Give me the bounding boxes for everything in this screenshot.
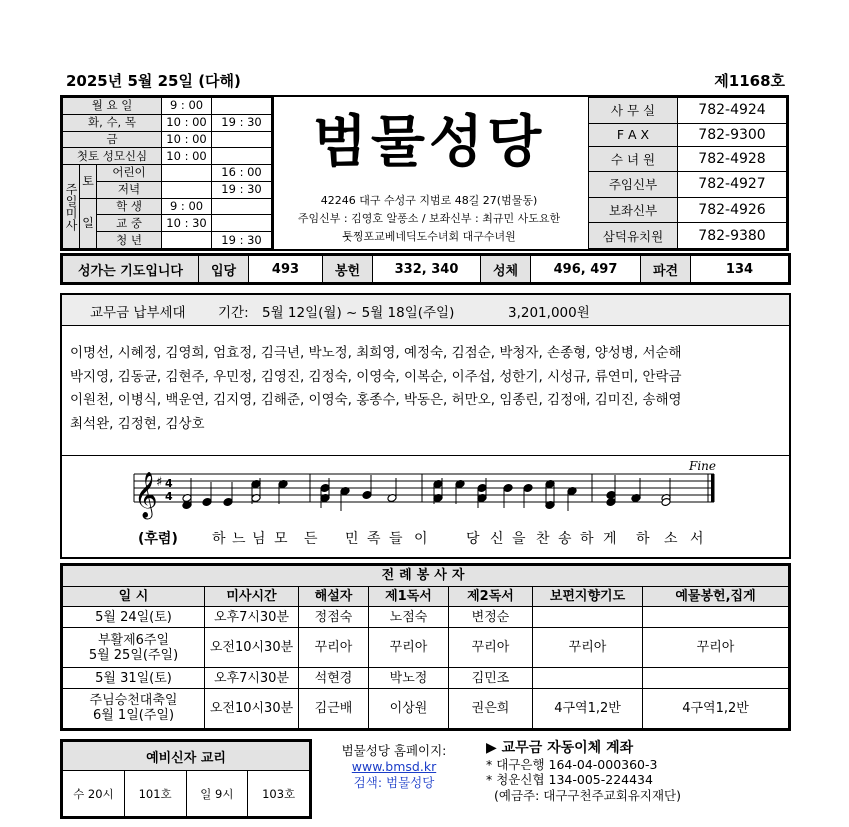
phone-label: F A X	[589, 123, 678, 146]
liturgy-header: 예물봉헌,집게	[643, 586, 789, 607]
liturgy-reader1: 박노정	[369, 668, 449, 689]
entry-hymn: 493	[249, 256, 323, 283]
homepage-label: 범물성당 홈페이지:	[341, 743, 447, 758]
homepage-search: 검색: 범물성당	[353, 775, 435, 790]
bank-transfer-info	[486, 741, 726, 803]
svg-text:4: 4	[165, 477, 173, 490]
liturgy-prayer	[533, 607, 643, 628]
phone-label: 주임신부	[589, 172, 678, 198]
offertory-label: 봉헌	[323, 256, 373, 283]
lyric-syllable: 들	[389, 531, 403, 547]
dismissal-hymn: 134	[691, 256, 789, 283]
communion-hymn: 496, 497	[531, 256, 641, 283]
entry-label: 입당	[199, 256, 249, 283]
donation-box	[60, 293, 791, 559]
liturgy-date-cell	[63, 688, 205, 728]
donor-line: 이명선, 시혜정, 김영희, 엄효정, 김극년, 박노정, 최희영, 예정숙, 김점순, 박청자, 손종형, 양성병, 서순해	[70, 345, 682, 361]
lyric-syllable: 신	[490, 531, 504, 547]
mass-label: 학 생	[97, 198, 162, 215]
mass-label: 교 중	[97, 215, 162, 232]
sunday-label: 일	[80, 198, 97, 248]
bank-holder: (예금주: 대구구천주교회유지재단)	[494, 787, 681, 803]
liturgy-prayer	[533, 668, 643, 689]
liturgy-commentator: 석현경	[299, 668, 369, 689]
mass-time: 10 : 30	[162, 215, 212, 232]
liturgy-row	[63, 668, 789, 689]
lyric-syllable: 소	[664, 531, 678, 547]
mass-label: 금	[63, 131, 162, 148]
service-date: 5월 25일(주일)	[88, 647, 179, 663]
liturgy-offering	[643, 668, 789, 689]
homepage-link[interactable]: www.bmsd.kr	[351, 759, 437, 774]
mass-time: 16 : 00	[212, 165, 272, 182]
mass-time: 19 : 30	[212, 114, 272, 131]
lyric-syllable: 든	[304, 531, 318, 547]
liturgy-caption: 전례봉사자	[63, 566, 789, 587]
donation-title: 교무금 납부세대	[90, 305, 186, 321]
mass-label: 월 요 일	[63, 98, 162, 115]
svg-text:♯: ♯	[156, 475, 163, 490]
lyric-syllable: 하	[580, 531, 594, 547]
lyric-syllable: 모	[274, 531, 288, 547]
liturgy-reader2: 꾸리아	[449, 628, 533, 668]
liturgy-offering: 꾸리아	[643, 628, 789, 668]
catechism-time: 수 20시	[63, 771, 125, 817]
liturgy-header: 해설자	[299, 586, 369, 607]
bank-title: 교무금 자동이체 계좌	[501, 740, 634, 756]
catechism-room: 101호	[124, 771, 186, 817]
dismissal-label: 파견	[641, 256, 691, 283]
service-date: 5월 24일(토)	[95, 609, 172, 625]
phone-number: 782-9380	[678, 223, 787, 249]
liturgy-prayer: 꾸리아	[533, 628, 643, 668]
service-date: 6월 1일(주일)	[92, 708, 175, 724]
lyric-syllable: 족	[367, 531, 381, 547]
liturgy-reader1: 노점숙	[369, 607, 449, 628]
liturgy-time: 오후7시30분	[205, 668, 299, 689]
mass-time: 10 : 00	[162, 131, 212, 148]
phone-label: 삼덕유치원	[589, 223, 678, 249]
feast-name: 주님승천대축일	[89, 693, 178, 709]
lyric-syllable: 게	[603, 531, 617, 547]
donor-line: 이원천, 이병식, 백운연, 김지영, 김해준, 이영숙, 홍종수, 박동은, 허만오, 임종린, 김정애, 김미진, 송해영	[70, 392, 682, 408]
liturgy-header: 보편지향기도	[533, 586, 643, 607]
hymn-caption: 성가는 기도입니다	[63, 256, 199, 283]
phone-directory	[588, 95, 789, 251]
liturgy-time: 오전10시30분	[205, 628, 299, 668]
phone-number: 782-9300	[678, 123, 787, 146]
mass-time: 19 : 30	[212, 181, 272, 198]
issue-number: 제1168호	[714, 72, 785, 90]
mass-time: 9 : 00	[162, 198, 212, 215]
hymn-list	[60, 253, 791, 285]
bullet-icon: *	[486, 756, 493, 772]
mass-label: 저녁	[97, 181, 162, 198]
offertory-hymn: 332, 340	[373, 256, 481, 283]
liturgy-reader1: 이상원	[369, 688, 449, 728]
communion-label: 성체	[481, 256, 531, 283]
donation-header	[62, 295, 789, 326]
liturgy-reader2: 변정순	[449, 607, 533, 628]
music-score	[62, 455, 789, 558]
donor-names	[70, 342, 779, 436]
liturgy-date-cell	[63, 628, 205, 668]
donation-period-label: 기간:	[218, 305, 249, 321]
church-address: 42246 대구 수성구 지범로 48길 27(범물동)	[320, 194, 538, 207]
donor-line: 박지영, 김동균, 김현주, 우민정, 김영진, 김정숙, 이영숙, 이복순, 이주섭, 성한기, 시성규, 류연미, 안락금	[70, 368, 682, 385]
liturgy-commentator: 김근배	[299, 688, 369, 728]
liturgy-header: 미사시간	[205, 586, 299, 607]
liturgy-prayer: 4구역1,2반	[533, 688, 643, 728]
phone-label: 사 무 실	[589, 98, 678, 124]
phone-label: 수 녀 원	[589, 146, 678, 172]
liturgy-row	[63, 688, 789, 728]
svg-text:𝄞: 𝄞	[134, 472, 158, 518]
phone-number: 782-4928	[678, 146, 787, 172]
liturgy-reader1: 꾸리아	[369, 628, 449, 668]
liturgy-servers-table	[60, 563, 791, 731]
liturgy-row	[63, 628, 789, 668]
liturgy-offering: 4구역1,2반	[643, 688, 789, 728]
mass-time: 10 : 00	[162, 148, 212, 165]
mass-time: 9 : 00	[162, 98, 212, 115]
bullet-icon: *	[486, 772, 493, 787]
church-priests: 주임신부 : 김영호 알퐁소 / 보좌신부 : 최규민 사도요한	[297, 212, 561, 225]
play-arrow-icon: ▶	[486, 740, 497, 756]
liturgy-date-cell	[63, 607, 205, 628]
liturgy-header: 일 시	[63, 586, 205, 607]
saturday-label: 토	[80, 165, 97, 199]
mass-schedule	[60, 95, 274, 251]
liturgy-commentator: 정점숙	[299, 607, 369, 628]
homepage-info	[310, 743, 478, 791]
lyric-syllable: 민	[345, 531, 359, 547]
catechism-box	[60, 739, 312, 819]
service-date: 5월 31일(토)	[95, 670, 172, 686]
mass-label: 화, 수, 목	[63, 114, 162, 131]
mass-time: 19 : 30	[212, 232, 272, 249]
lyric-syllable: 서	[690, 531, 704, 547]
phone-number: 782-4927	[678, 172, 787, 198]
lyric-syllable: 찬	[536, 531, 550, 547]
liturgy-reader2: 권은희	[449, 688, 533, 728]
donation-period: 5월 12일(월) ~ 5월 18일(주일)	[262, 305, 455, 321]
lyric-syllable: 이	[414, 531, 428, 547]
liturgy-commentator: 꾸리아	[299, 628, 369, 668]
fine-marking: Fine	[689, 459, 716, 473]
liturgy-header: 제2독서	[449, 586, 533, 607]
mass-label: 청 년	[97, 232, 162, 249]
bank-account: 청운신협 134-005-224434	[496, 772, 653, 787]
feast-name: 부활제6주일	[97, 632, 170, 648]
donor-line: 최석완, 김정현, 김상호	[70, 415, 205, 432]
lyric-syllable: 느	[232, 531, 246, 547]
liturgy-date-cell	[63, 668, 205, 689]
mass-label: 첫토 성모신심	[63, 148, 162, 165]
church-sisters: 툿찡포교베네딕도수녀회 대구수녀원	[342, 230, 516, 243]
title-block	[270, 95, 590, 251]
mass-label: 어린이	[97, 165, 162, 182]
lyric-syllable: 하	[212, 531, 226, 547]
liturgy-header: 제1독서	[369, 586, 449, 607]
lyric-syllable: 당	[466, 531, 480, 547]
lyric-syllable: 을	[512, 531, 526, 547]
refrain-label: (후렴)	[138, 531, 178, 547]
catechism-room: 103호	[248, 771, 310, 817]
liturgy-time: 오전10시30분	[205, 688, 299, 728]
catechism-title: 예비신자 교리	[63, 742, 310, 771]
mass-time: 10 : 00	[162, 114, 212, 131]
lyric-syllable: 하	[636, 531, 650, 547]
liturgy-offering	[643, 607, 789, 628]
lyric-syllable: 님	[252, 531, 266, 547]
liturgy-row	[63, 607, 789, 628]
lyric-syllable: 송	[558, 531, 572, 547]
church-name: 범물성당	[312, 110, 546, 175]
catechism-time: 일 9시	[186, 771, 248, 817]
liturgy-time: 오후7시30분	[205, 607, 299, 628]
issue-date: 2025년 5월 25일 (다해)	[66, 72, 241, 90]
phone-number: 782-4926	[678, 197, 787, 223]
phone-label: 보좌신부	[589, 197, 678, 223]
svg-text:4: 4	[165, 490, 173, 503]
donation-amount: 3,201,000원	[508, 305, 590, 321]
phone-number: 782-4924	[678, 98, 787, 124]
bank-account: 대구은행 164-04-000360-3	[496, 756, 658, 772]
liturgy-reader2: 김민조	[449, 668, 533, 689]
sunday-mass-label: 주일미사	[63, 165, 80, 249]
